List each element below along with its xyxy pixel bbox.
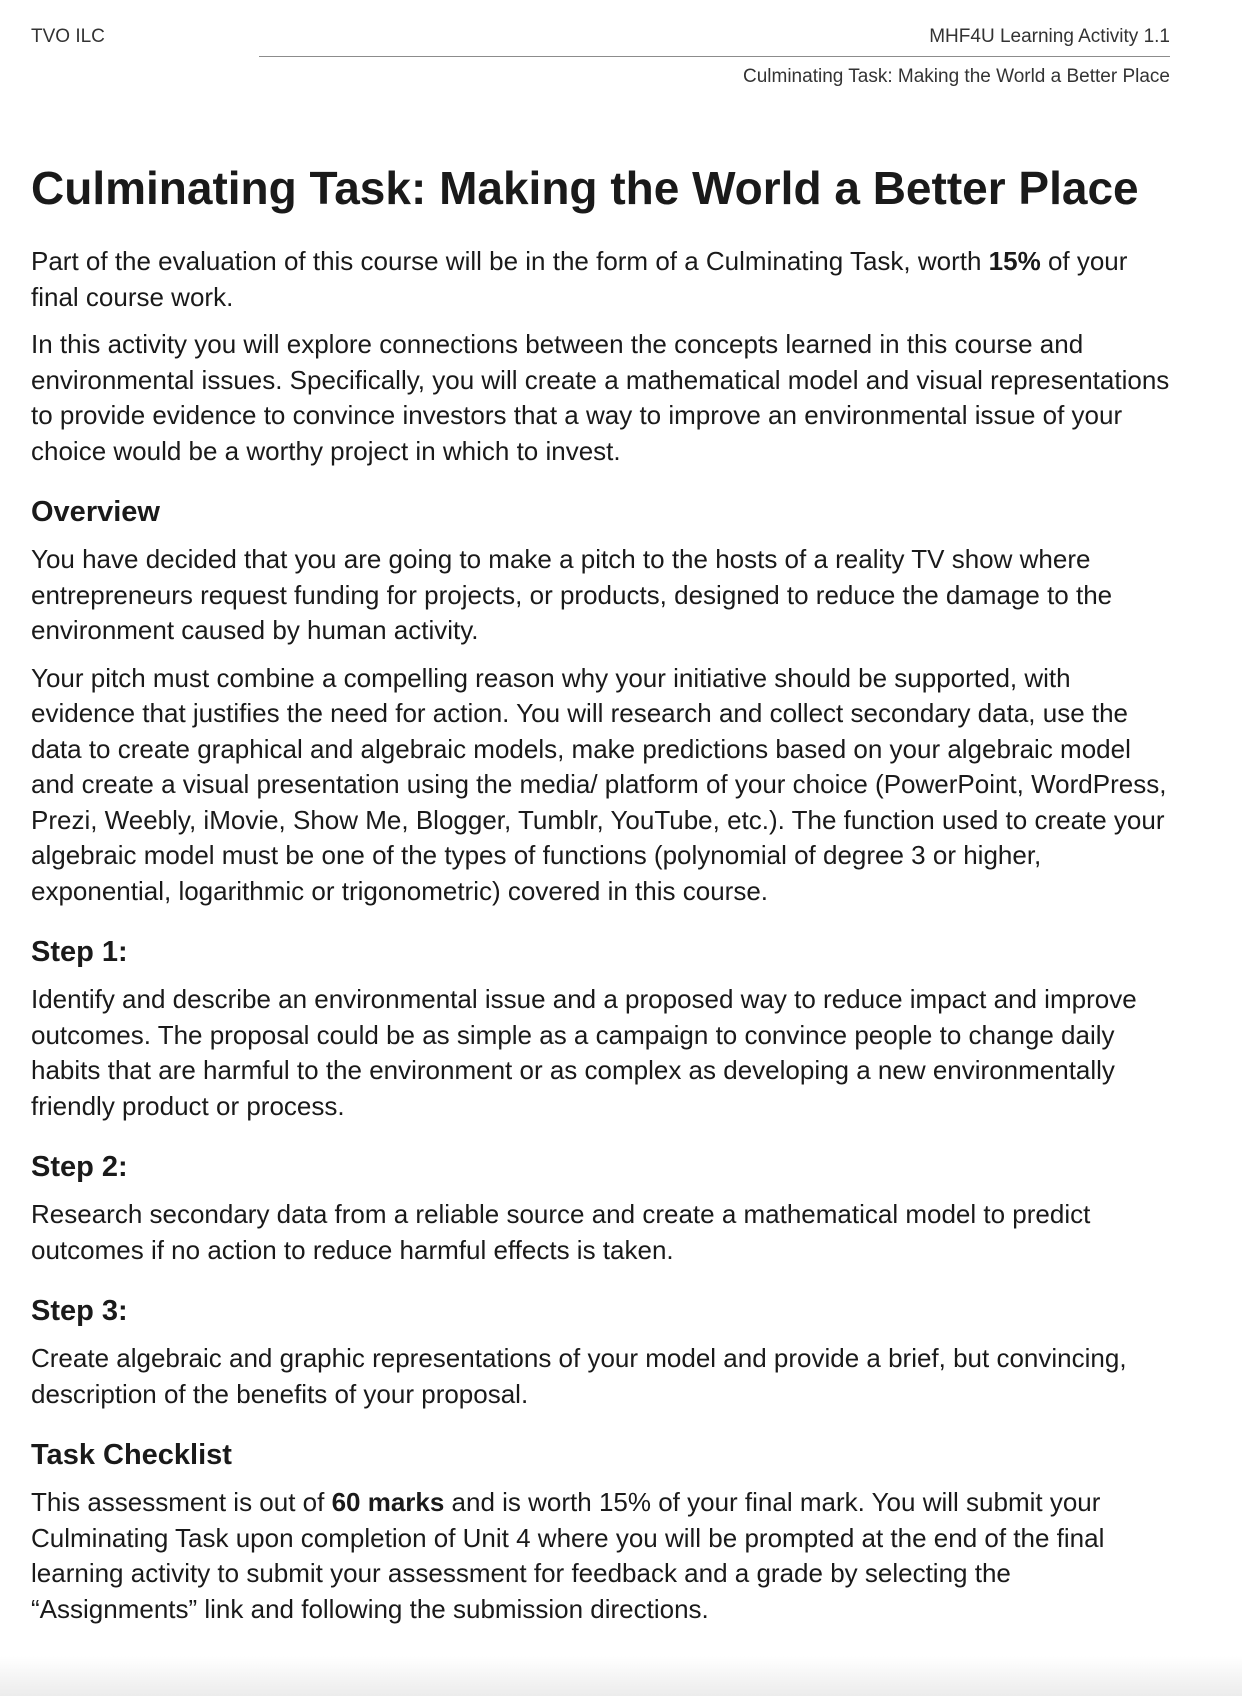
checklist-paragraph (31, 1485, 1181, 1627)
step2-heading: Step 2: (31, 1151, 128, 1183)
checklist-marks: 60 marks (331, 1487, 445, 1517)
header-org: TVO ILC (31, 26, 105, 47)
intro-text-start: Part of the evaluation of this course will be in the form of a Culminating Task, worth (31, 246, 989, 276)
page-title: Culminating Task: Making the World a Better Place (31, 162, 1139, 214)
step1-heading: Step 1: (31, 936, 128, 968)
header-subtitle: Culminating Task: Making the World a Better Place (743, 66, 1170, 87)
intro-text-end: of your final course work. (31, 246, 1128, 312)
header-divider (259, 56, 1170, 57)
page-bottom-shadow (0, 1656, 1242, 1696)
checklist-text-end: and is worth 15% of your final mark. You will submit your Culminating Task upon completion of Unit 4 where you will be prompted at the end of the final learning activity to submit your assessment for feedback and a grade by selecting the “Assignments” link and following the submission directions. (31, 1487, 1105, 1624)
document-body (31, 160, 1181, 1639)
overview-heading: Overview (31, 496, 160, 528)
overview-paragraph-2: Your pitch must combine a compelling reason why your initiative should be supported, with evidence that justifies the need for action. You will research and collect secondary data, use the data to create graphical and algebraic models, make predictions based on your algebraic model and create a visual presentation using the media/ platform of your choice (PowerPoint, WordPress, Prezi, Weebly, iMovie, Show Me, Blogger, Tumblr, YouTube, etc.). The function used to create your algebraic model must be one of the types of functions (polynomial of degree 3 or higher, exponential, logarithmic or trigonometric) covered in this course. (31, 662, 1167, 906)
step3-text: Create algebraic and graphic representations of your model and provide a brief, but convincing, description of the benefits of your proposal. (31, 1343, 1127, 1409)
intro-paragraph-1 (31, 244, 1181, 315)
checklist-heading: Task Checklist (31, 1439, 232, 1471)
intro-weight: 15% (988, 246, 1041, 276)
checklist-text-start: This assessment is out of (31, 1487, 332, 1517)
header-course: MHF4U Learning Activity 1.1 (929, 26, 1170, 47)
step2-text: Research secondary data from a reliable source and create a mathematical model to predict outcomes if no action to reduce harmful effects is taken. (31, 1199, 1091, 1265)
intro-paragraph-2: In this activity you will explore connections between the concepts learned in this course and environmental issues. Specifically, you will create a mathematical model and visual representations to provide evidence to convince investors that a way to improve an environmental issue of your choice would be a worthy project in which to invest. (31, 329, 1170, 466)
step1-text: Identify and describe an environmental issue and a proposed way to reduce impact and improve outcomes. The proposal could be as simple as a campaign to convince people to change daily habits that are harmful to the environment or as complex as developing a new environmentally friendly product or process. (31, 984, 1137, 1121)
overview-paragraph-1: You have decided that you are going to make a pitch to the hosts of a reality TV show where entrepreneurs request funding for projects, or products, designed to reduce the damage to the environment caused by human activity. (31, 544, 1113, 645)
step3-heading: Step 3: (31, 1295, 128, 1327)
